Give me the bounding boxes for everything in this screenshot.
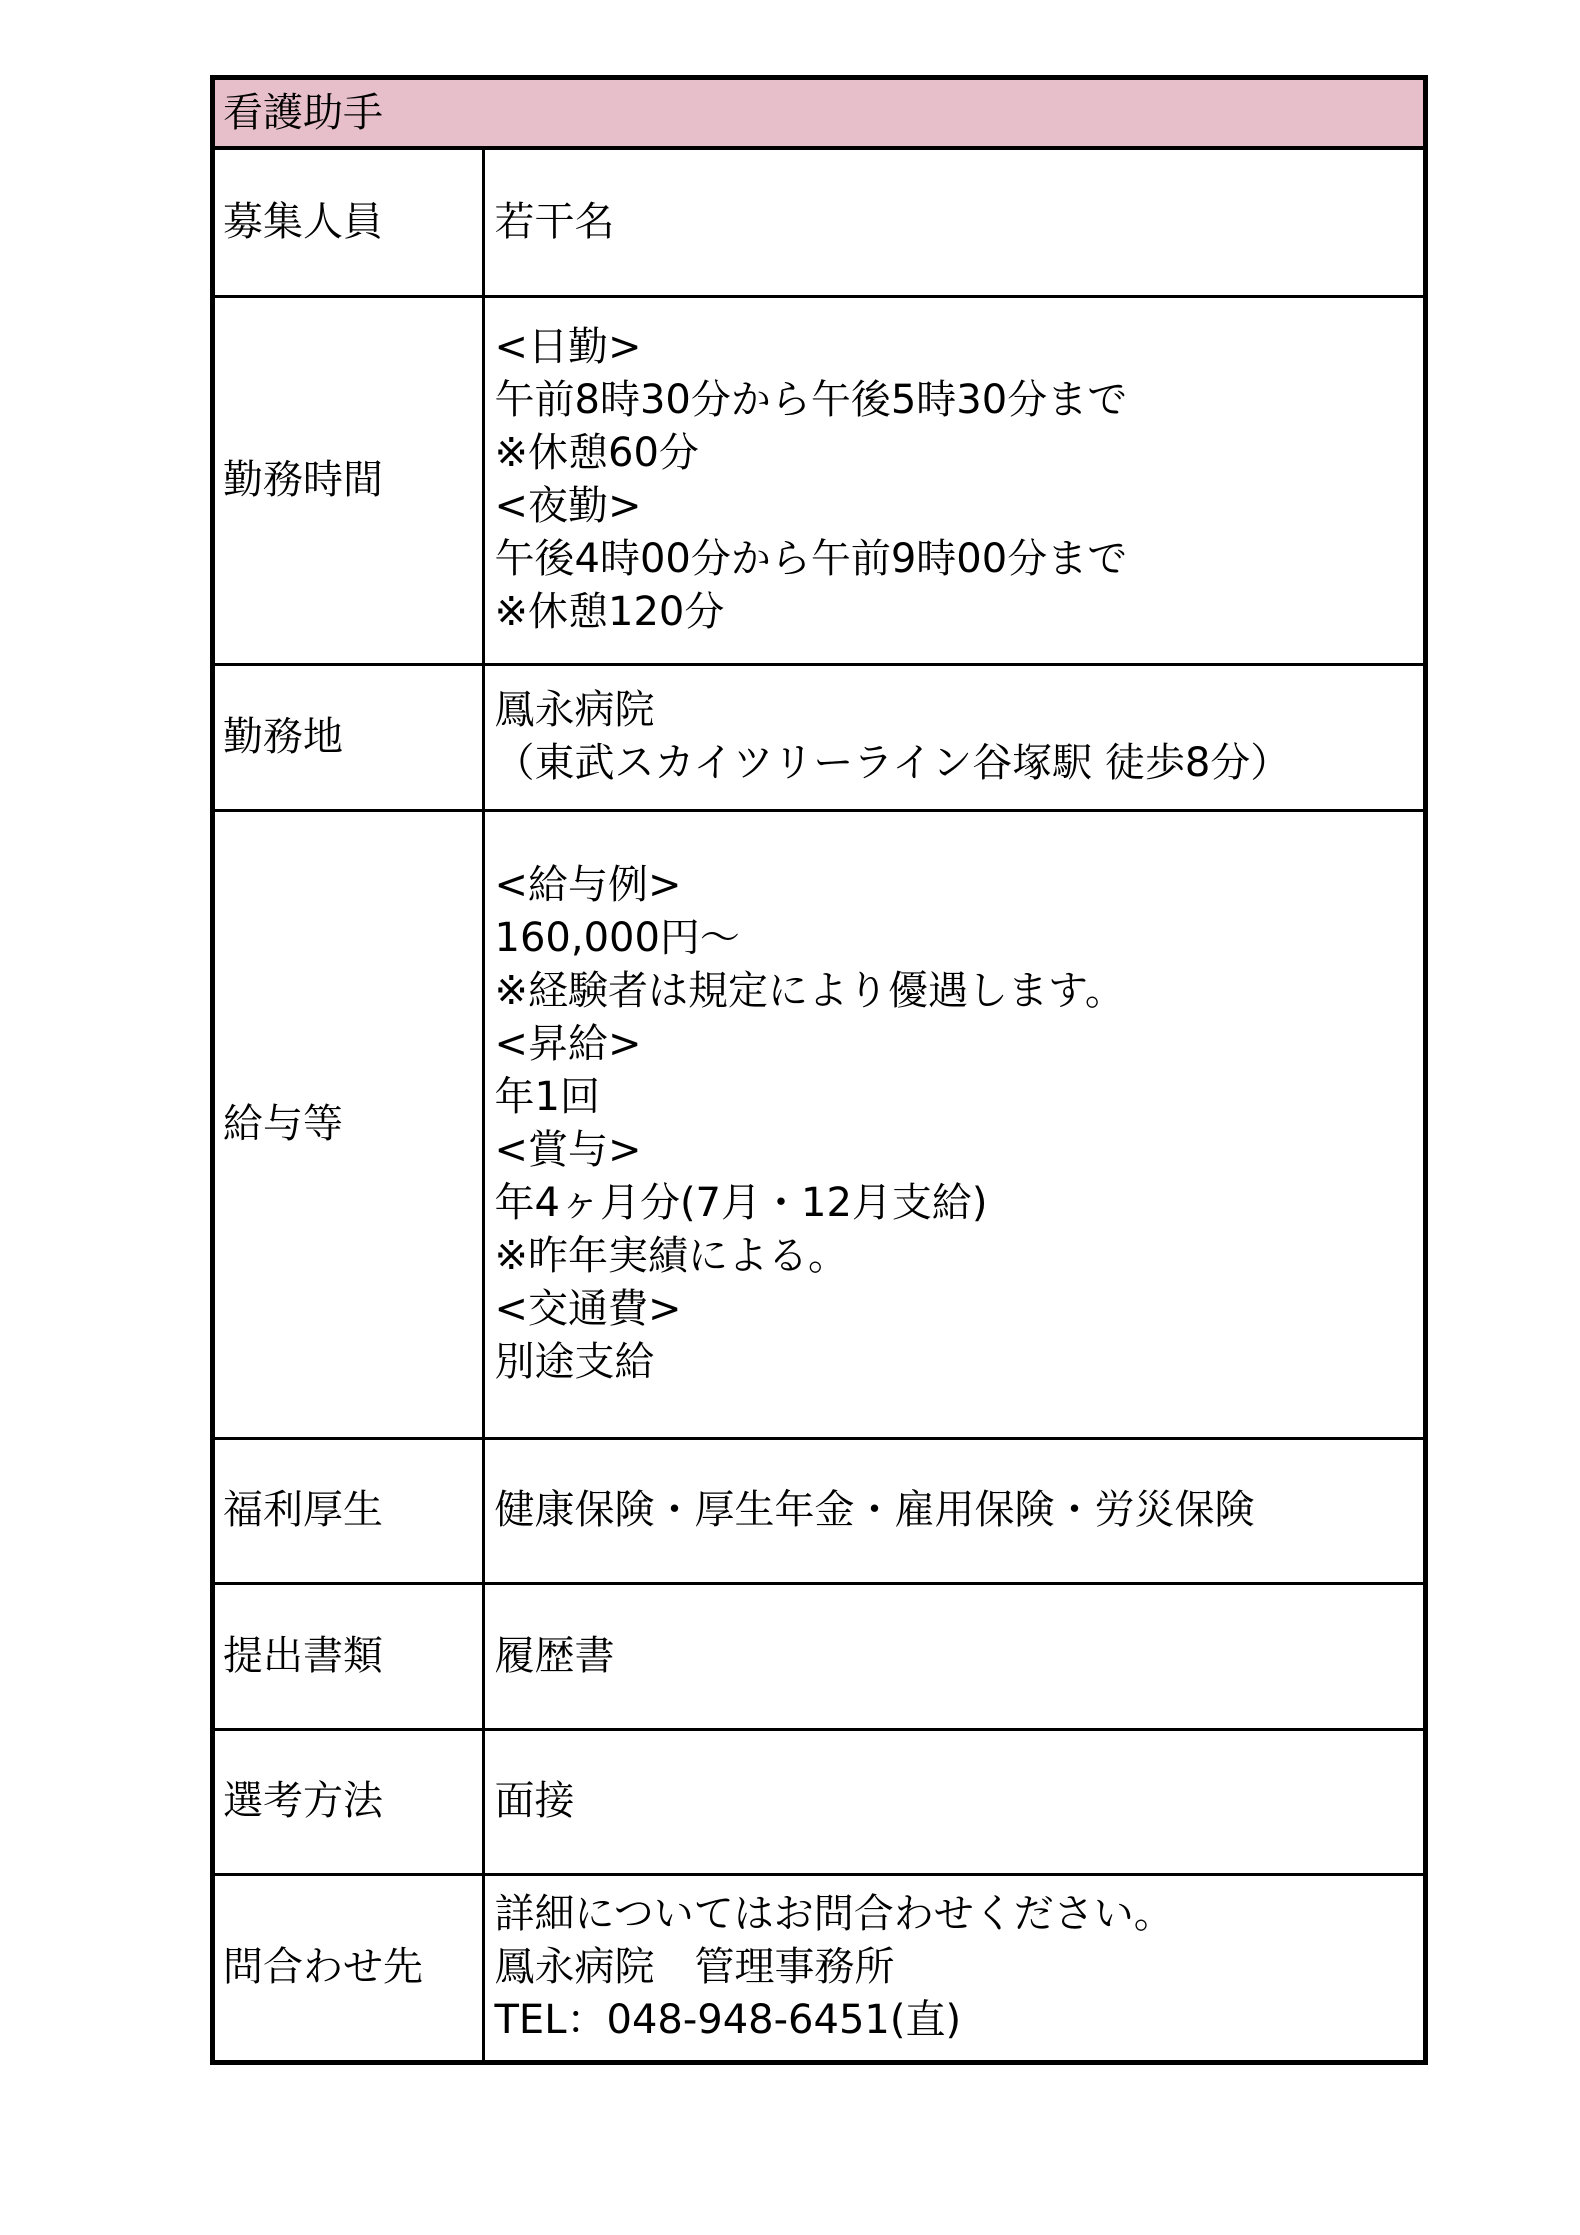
row-value <box>483 296 1423 664</box>
table-row-working-hours <box>215 296 1423 664</box>
row-label: 給与等 <box>215 810 483 1438</box>
value-line: 詳細についてはお問合わせください。 <box>494 1891 1174 1938</box>
value-line: <賞与> <box>494 1127 642 1173</box>
value-line: 履歴書 <box>494 1632 615 1679</box>
value-line: ※休憩120分 <box>494 589 725 635</box>
row-label: 提出書類 <box>215 1583 483 1729</box>
row-value <box>483 1729 1423 1874</box>
value-line: 健康保険・厚生年金・雇用保険・労災保険 <box>494 1487 1255 1533</box>
value-line: <給与例> <box>494 862 682 908</box>
value-line: <日勤> <box>494 324 642 370</box>
row-label: 選考方法 <box>215 1729 483 1874</box>
row-value <box>483 810 1423 1438</box>
value-line: 若干名 <box>494 198 615 245</box>
table-row-work-location <box>215 664 1423 810</box>
job-posting-sheet <box>210 75 1428 2065</box>
value-line: 午後4時00分から午前9時00分まで <box>494 536 1128 582</box>
row-value <box>483 150 1423 296</box>
table-row-recruitment-count <box>215 150 1423 296</box>
row-label: 問合わせ先 <box>215 1874 483 2060</box>
value-line: <交通費> <box>494 1286 682 1332</box>
job-details-table <box>215 150 1423 2060</box>
row-label: 勤務地 <box>215 664 483 810</box>
value-line: ※昨年実績による。 <box>494 1233 849 1279</box>
value-line: <夜勤> <box>494 483 642 529</box>
table-row-selection-method <box>215 1729 1423 1874</box>
job-title: 看護助手 <box>215 80 1423 150</box>
value-line: 鳳永病院 管理事務所 <box>494 1944 895 1991</box>
table-row-required-documents <box>215 1583 1423 1729</box>
row-value <box>483 1438 1423 1583</box>
value-line: TEL：048-948-6451(直) <box>494 1997 962 2044</box>
value-line: 年1回 <box>494 1074 600 1120</box>
table-row-benefits <box>215 1438 1423 1583</box>
value-line: （東武スカイツリーライン谷塚駅 徒歩8分） <box>494 740 1291 786</box>
value-line: 面接 <box>494 1778 575 1824</box>
value-line: 160,000円～ <box>494 915 740 961</box>
value-line: 鳳永病院 <box>494 687 655 733</box>
value-line: 午前8時30分から午後5時30分まで <box>494 377 1128 423</box>
value-line: ※休憩60分 <box>494 430 699 476</box>
value-line: 別途支給 <box>494 1339 655 1385</box>
value-line: 年4ヶ月分(7月・12月支給) <box>494 1180 988 1226</box>
row-value <box>483 664 1423 810</box>
row-label: 募集人員 <box>215 150 483 296</box>
value-line: <昇給> <box>494 1021 642 1067</box>
row-value <box>483 1874 1423 2060</box>
table-row-contact <box>215 1874 1423 2060</box>
row-label: 勤務時間 <box>215 296 483 664</box>
table-row-salary <box>215 810 1423 1438</box>
row-value <box>483 1583 1423 1729</box>
value-line: ※経験者は規定により優遇します。 <box>494 968 1125 1014</box>
row-label: 福利厚生 <box>215 1438 483 1583</box>
